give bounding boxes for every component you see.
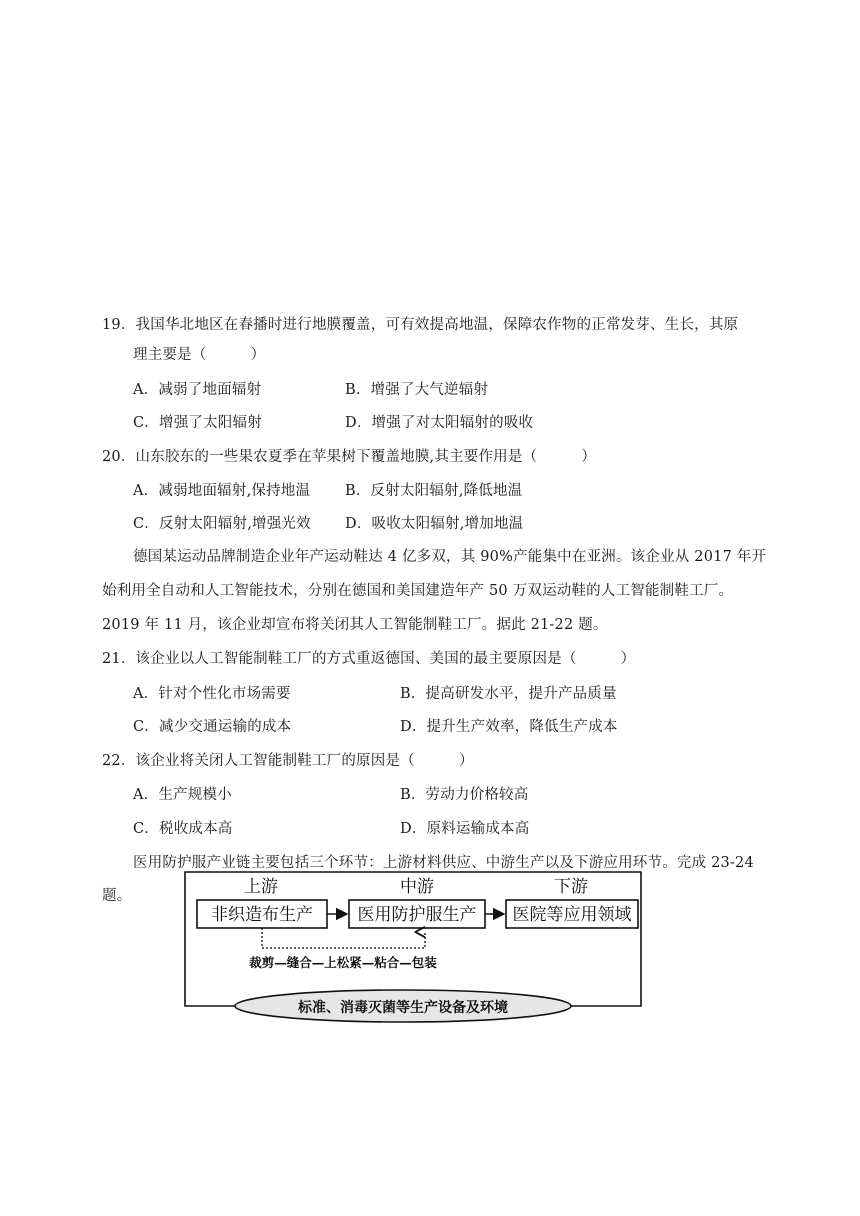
q20-option-d: D．吸收太阳辐射,增加地温 (345, 516, 524, 532)
q21-option-c: C．减少交通运输的成本 (133, 719, 292, 735)
q19-option-c: C．增强了太阳辐射 (133, 415, 262, 431)
q19-stem-line1: 19．我国华北地区在春播时进行地膜覆盖，可有效提高地温，保障农作物的正常发芽、生长，其原 (102, 317, 739, 333)
q21-option-b: B．提高研发水平，提升产品质量 (400, 686, 617, 702)
q21-option-a: A．针对个性化市场需要 (133, 686, 291, 702)
q19-option-d: D．增强了对太阳辐射的吸收 (345, 415, 534, 431)
passage-ppe-line2: 题。 (102, 888, 132, 904)
q21-stem: 21．该企业以人工智能制鞋工厂的方式重返德国、美国的最主要原因是（ ） (102, 651, 636, 667)
passage-ppe-line1: 医用防护服产业链主要包括三个环节：上游材料供应、中游生产以及下游应用环节。完成 23-24 (133, 855, 754, 871)
passage-shoes-line1: 德国某运动品牌制造企业年产运动鞋达 4 亿多双，其 90%产能集中在亚洲。该企业从 2017 年开 (133, 549, 767, 565)
industry-chain-diagram (185, 872, 641, 1016)
base-ellipse-label: 标准、消毒灭菌等生产设备及环境 (298, 1000, 508, 1016)
q22-option-a: A．生产规模小 (133, 787, 232, 803)
stage-label-midstream: 中游 (400, 877, 434, 897)
q22-option-b: B．劳动力价格较高 (400, 787, 529, 803)
q19-stem-line2: 理主要是（ ） (133, 347, 266, 363)
box-downstream-label: 医院等应用领域 (512, 905, 632, 925)
process-steps-label: 裁剪—缝合—上松紧—粘合—包装 (249, 955, 437, 970)
dotted-process-arrow (262, 928, 425, 948)
q20-option-b: B．反射太阳辐射,降低地温 (345, 483, 523, 499)
q21-option-d: D．提升生产效率，降低生产成本 (400, 719, 618, 735)
q19-option-a: A．减弱了地面辐射 (133, 382, 262, 398)
stage-label-upstream: 上游 (244, 877, 278, 897)
stage-label-downstream: 下游 (554, 877, 588, 897)
q22-option-d: D．原料运输成本高 (400, 821, 530, 837)
passage-shoes-line2: 始利用全自动和人工智能技术，分别在德国和美国建造年产 50 万双运动鞋的人工智能制鞋工厂。 (102, 583, 734, 599)
box-upstream-label: 非织造布生产 (211, 905, 313, 925)
box-midstream-label: 医用防护服生产 (357, 905, 477, 925)
passage-shoes-line3: 2019 年 11 月，该企业却宣布将关闭其人工智能制鞋工厂。据此 21-22 题。 (102, 617, 608, 633)
industry-chain-svg (185, 872, 641, 1016)
q22-option-c: C．税收成本高 (133, 821, 233, 837)
q22-stem: 22．该企业将关闭人工智能制鞋工厂的原因是（ ） (102, 753, 474, 769)
q19-option-b: B．增强了大气逆辐射 (345, 382, 489, 398)
q20-option-c: C．反射太阳辐射,增强光效 (133, 516, 311, 532)
q20-stem: 20．山东胶东的一些果农夏季在苹果树下覆盖地膜,其主要作用是（ ） (102, 449, 597, 465)
q20-option-a: A．减弱地面辐射,保持地温 (133, 483, 311, 499)
